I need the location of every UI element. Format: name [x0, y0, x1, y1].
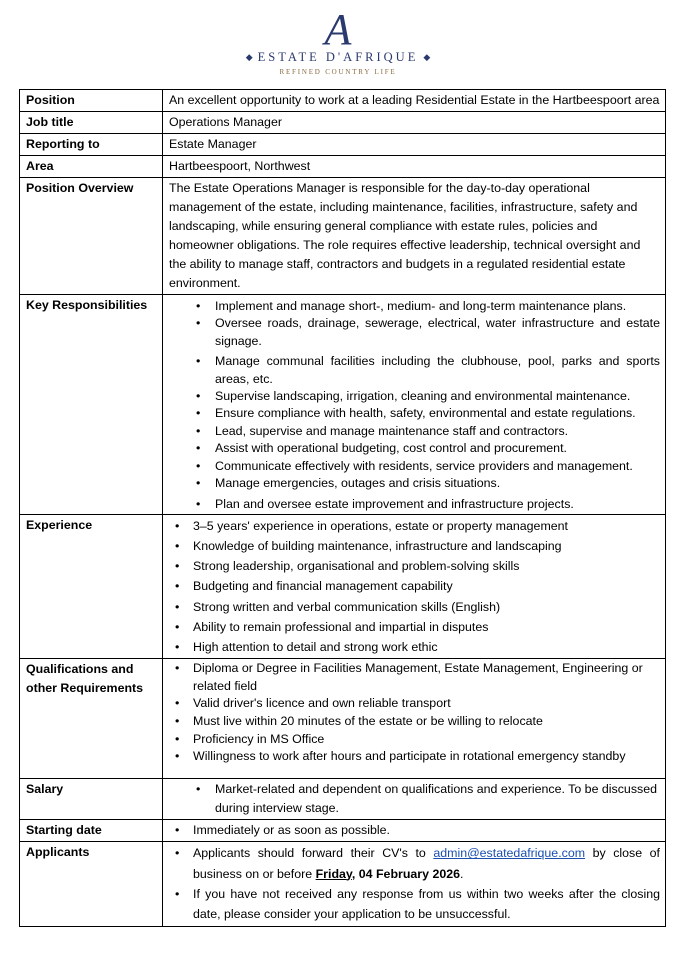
experience-list	[169, 516, 660, 657]
list-item: • High attention to detail and strong work ethic	[169, 637, 660, 657]
row-qualifications	[20, 659, 666, 779]
row-job-title	[20, 112, 666, 134]
list-item: • Market-related and dependent on qualifications and experience. To be discussed during interview stage.	[169, 780, 660, 818]
value-job-title: Operations Manager	[163, 112, 666, 134]
deadline-date: , 04 February 2026	[351, 866, 461, 881]
row-position-overview	[20, 178, 666, 295]
job-details-table	[19, 89, 666, 927]
label-position-overview: Position Overview	[20, 178, 163, 295]
row-key-responsibilities	[20, 295, 666, 515]
row-applicants	[20, 842, 666, 927]
list-item: • Must live within 20 minutes of the estate or be willing to relocate	[169, 713, 660, 731]
label-experience: Experience	[20, 514, 163, 658]
list-item: • Knowledge of building maintenance, infrastructure and landscaping	[169, 536, 660, 556]
label-salary: Salary	[20, 779, 163, 820]
list-item: • Strong written and verbal communication skills (English)	[169, 597, 660, 617]
logo-monogram: A	[324, 5, 352, 54]
value-reporting-to: Estate Manager	[163, 134, 666, 156]
list-item: • Manage communal facilities including the clubhouse, pool, parks and sports areas, etc.	[169, 353, 660, 388]
salary-list	[169, 780, 660, 818]
list-item: • Applicants should forward their CV's to admin@estatedafrique.com by close of business on or before Friday, 04 February 2026.	[169, 843, 660, 883]
list-item: • 3–5 years' experience in operations, estate or property management	[169, 516, 660, 536]
responsibilities-list	[169, 298, 660, 514]
value-position: An excellent opportunity to work at a leading Residential Estate in the Hartbeespoort area	[163, 90, 666, 112]
row-starting-date	[20, 820, 666, 842]
email-link[interactable]: admin@estatedafrique.com	[433, 846, 586, 861]
list-item: • Assist with operational budgeting, cost control and procurement.	[169, 440, 660, 457]
list-item: • Proficiency in MS Office	[169, 731, 660, 749]
logo-name: ESTATE D'AFRIQUE	[257, 50, 419, 64]
estate-logo: A ◆ ESTATE D'AFRIQUE ◆ REFINED COUNTRY LIFE	[0, 8, 676, 76]
value-area: Hartbeespoort, Northwest	[163, 156, 666, 178]
list-item: • Valid driver's licence and own reliable transport	[169, 695, 660, 713]
starting-date-list	[169, 821, 660, 840]
value-position-overview: The Estate Operations Manager is responsible for the day-to-day operational management of the estate, including maintenance, facilities, infrastructure, safety and landscaping, while ensuring general compliance with estate rules, policies and homeowner obligations. The role requires effective leadership, technical oversight and the ability to manage staff, contractors and budgets in a regulated residential estate environment.	[163, 178, 666, 295]
list-item: • Diploma or Degree in Facilities Management, Estate Management, Engineering or related field	[169, 660, 660, 695]
row-salary	[20, 779, 666, 820]
list-item: • Lead, supervise and manage maintenance staff and contractors.	[169, 423, 660, 440]
row-position	[20, 90, 666, 112]
list-item: • Plan and oversee estate improvement and infrastructure projects.	[169, 496, 660, 513]
row-experience	[20, 514, 666, 658]
list-item: • Supervise landscaping, irrigation, cleaning and environmental maintenance.	[169, 388, 660, 405]
label-applicants: Applicants	[20, 842, 163, 927]
label-key-responsibilities: Key Responsibilities	[20, 295, 163, 515]
logo-tagline: REFINED COUNTRY LIFE	[279, 68, 397, 76]
label-reporting-to: Reporting to	[20, 134, 163, 156]
list-item: • Implement and manage short-, medium- and long-term maintenance plans.	[169, 298, 660, 315]
list-item: • Communicate effectively with residents, service providers and management.	[169, 458, 660, 475]
label-position: Position	[20, 90, 163, 112]
list-item: • Willingness to work after hours and participate in rotational emergency standby	[169, 748, 660, 766]
list-item: • Budgeting and financial management capability	[169, 576, 660, 596]
deadline-day: Friday	[315, 866, 352, 881]
row-reporting-to	[20, 134, 666, 156]
label-job-title: Job title	[20, 112, 163, 134]
list-item: • Ensure compliance with health, safety, environmental and estate regulations.	[169, 405, 660, 422]
list-item: • If you have not received any response from us within two weeks after the closing date, please consider your application to be unsuccessful.	[169, 884, 660, 924]
label-qualifications: Qualifications and other Requirements	[20, 659, 163, 779]
list-item: • Strong leadership, organisational and problem-solving skills	[169, 556, 660, 576]
list-item: • Immediately or as soon as possible.	[169, 821, 660, 840]
label-area: Area	[20, 156, 163, 178]
qualifications-list	[169, 660, 660, 766]
list-item: • Oversee roads, drainage, sewerage, electrical, water infrastructure and estate signage.	[169, 315, 660, 350]
label-starting-date: Starting date	[20, 820, 163, 842]
applicants-list	[169, 843, 660, 924]
list-item: • Manage emergencies, outages and crisis situations.	[169, 475, 660, 492]
list-item: • Ability to remain professional and impartial in disputes	[169, 617, 660, 637]
row-area	[20, 156, 666, 178]
